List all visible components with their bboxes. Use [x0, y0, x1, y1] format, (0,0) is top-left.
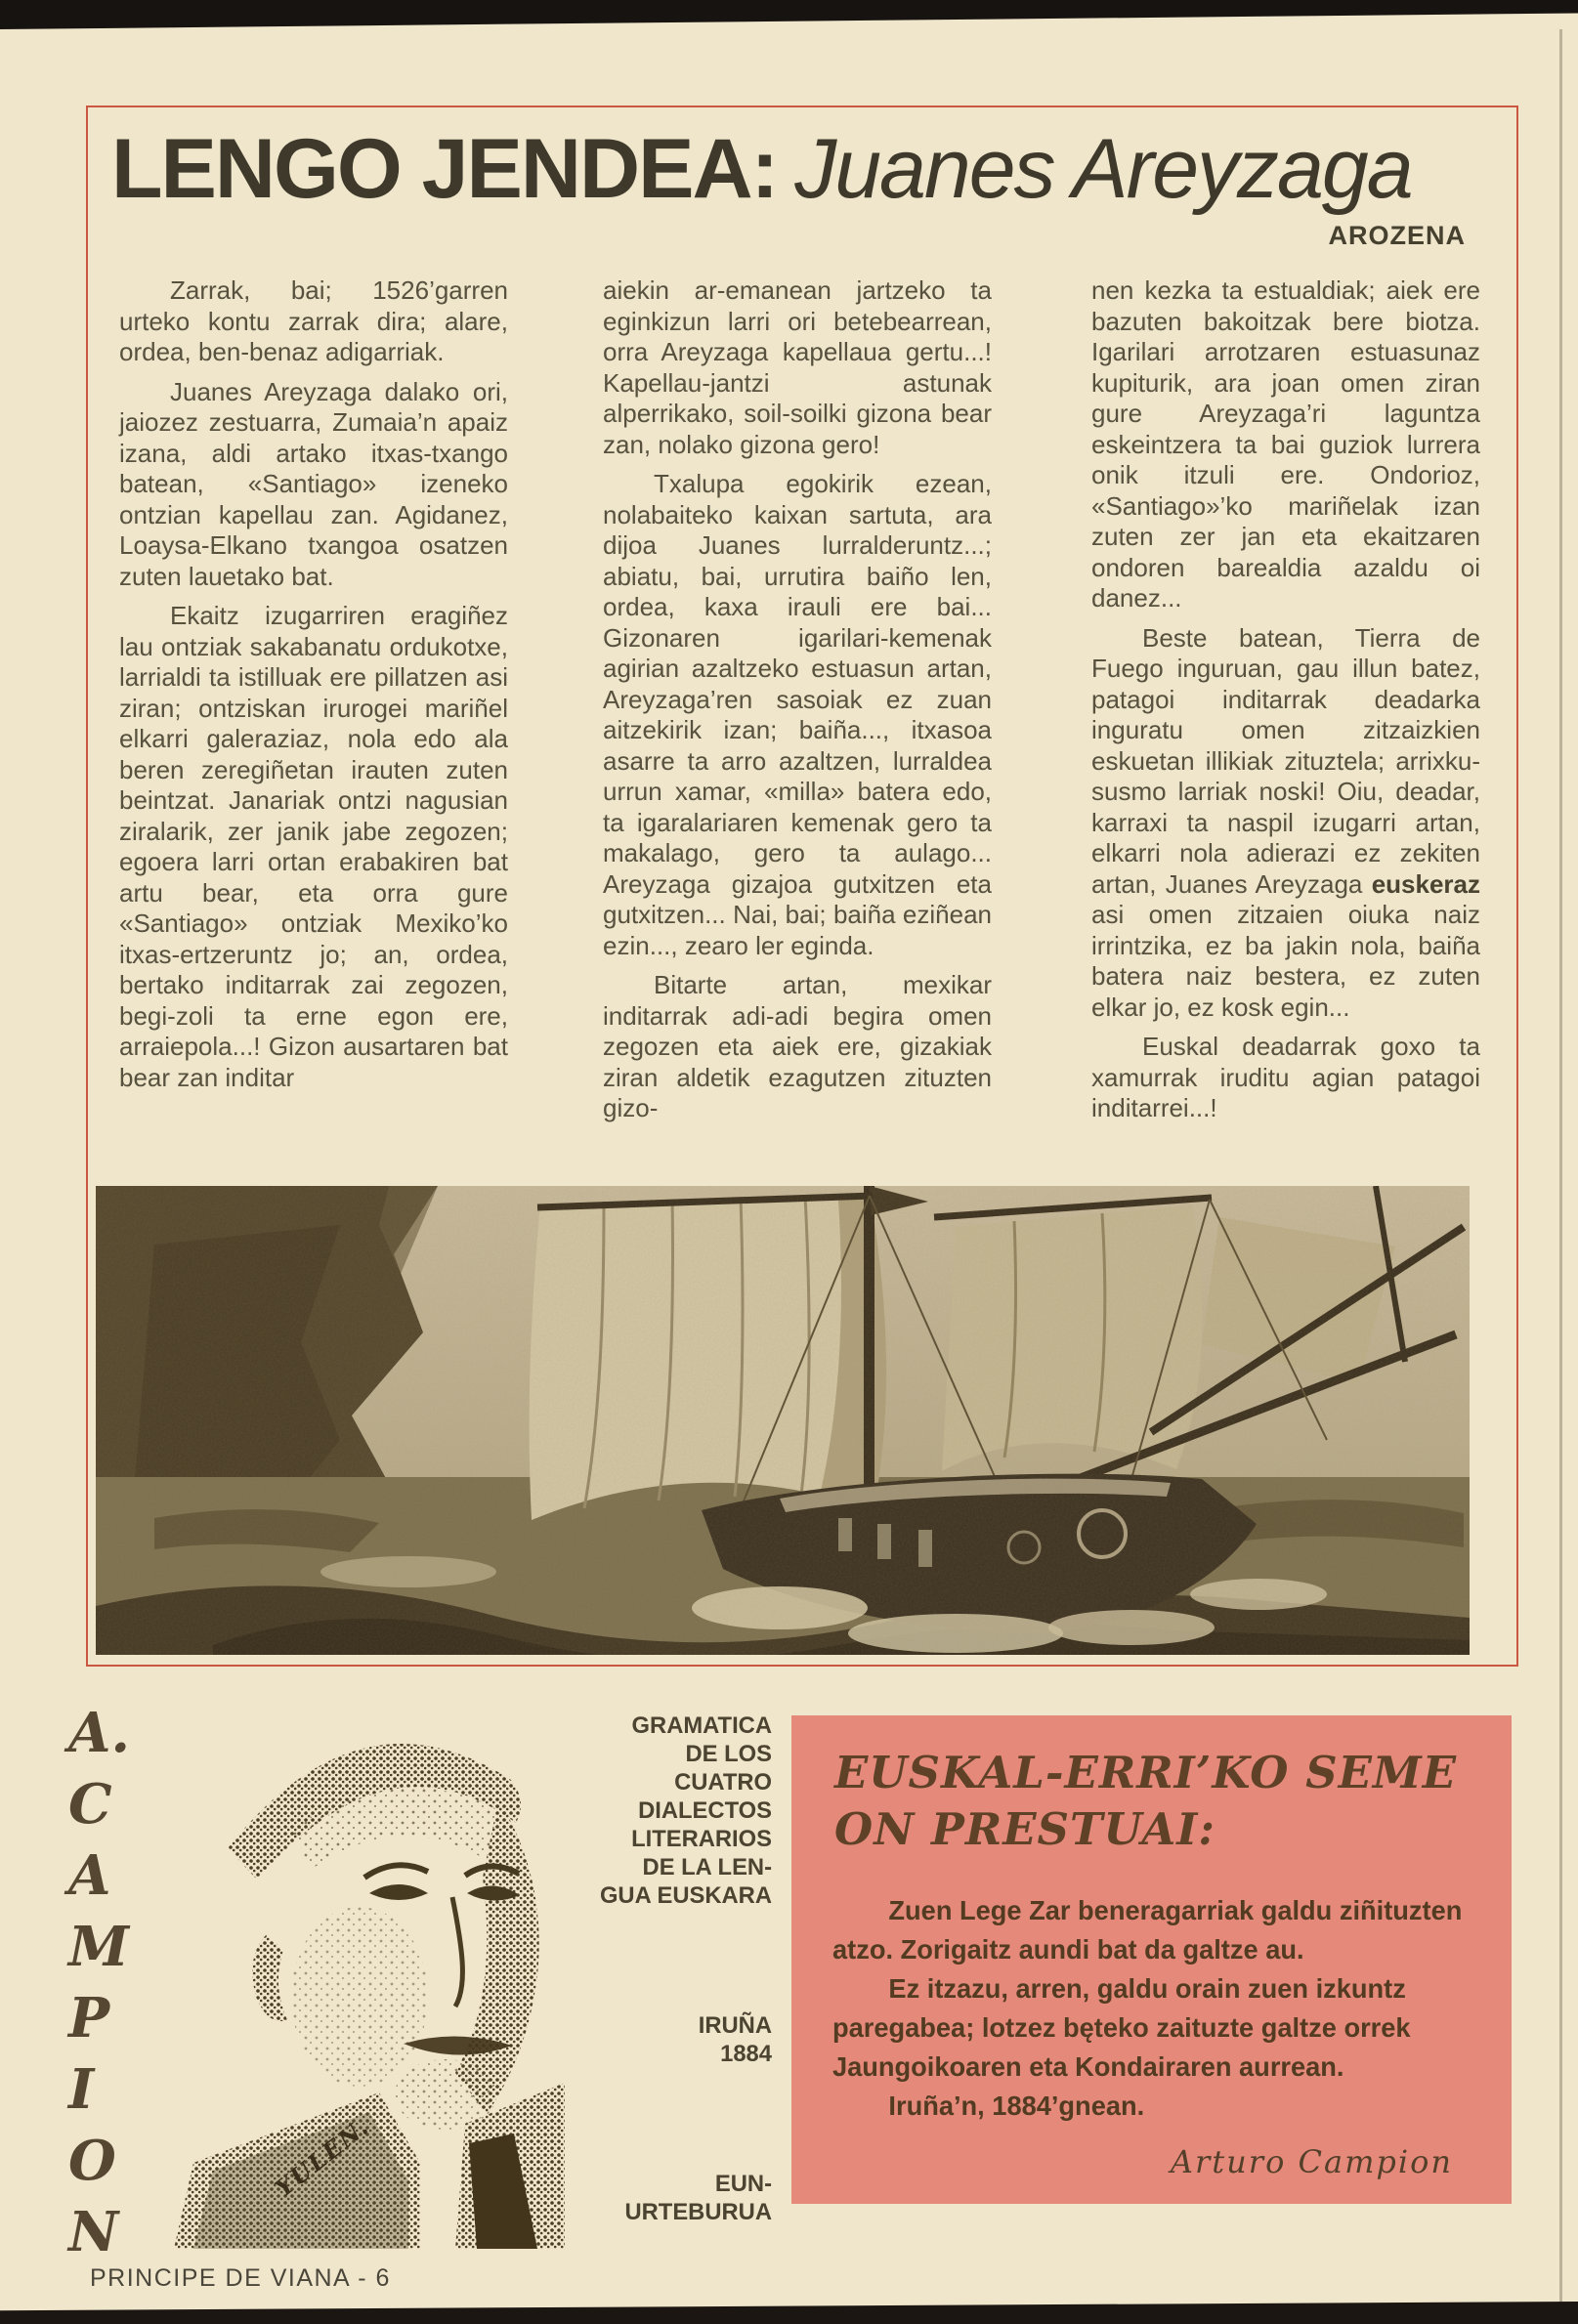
- paragraph: Zarrak, bai; 1526’garren urteko kontu zarrak dira; alare, ordea, ben-benaz adigarriak.: [119, 275, 508, 366]
- paragraph: Txalupa egokirik ezean, nolabaiteko kaixan sartuta, ara dijoa Juanes lurralderuntz...; abiatu, bai, urrutira baiño len, ordea, kaxa irauli ere bai... Gizonaren igarilari-kemenak agirian azaltzeko estuasun artan, Areyzaga’ren sasoiak ez zuan aitzekirik izan; baiña..., itxasoa asarre ta arro azaltzen, lurraldea urrun xamar, «milla» batera edo, ta igaralariaren kemenak gero ta makalago, gero ta aulago... Areyzaga gizajoa gutxitzen eta gutxitzen... Nai, bai; baiña eziñean ezin..., zearo ler eginda.: [603, 469, 992, 960]
- book-title-block: [550, 1711, 772, 2226]
- paragraph: Bitarte artan, mexikar inditarrak adi-adi begira omen zegozen eta aiek ere, gizakiak ziran aldetik ezagutzen zituzten gizo-: [603, 970, 992, 1122]
- quote-heading: EUSKAL-ERRI’KO SEME ON PRESTUAI:: [834, 1747, 1458, 1855]
- portrait-illustration: [174, 1702, 565, 2249]
- campion-stipple-portrait: [174, 1702, 565, 2249]
- paragraph: Juanes Areyzaga dalako ori, jaiozez zestuarra, Zumaia’n apaiz izana, aldi artako itxas-txango batean, «Santiago» izeneko ontzian kapellau zan. Agidanez, Loaysa-Elkano txangoa osatzen zuten lauetako bat.: [119, 376, 508, 591]
- face-shading: [252, 1799, 538, 2130]
- book-title-line: DE LOS: [685, 1741, 772, 1767]
- book-title-line: LITERARIOS: [631, 1826, 772, 1852]
- galleon-storm-photo: [96, 1186, 1470, 1655]
- quote-dateline: Iruña’n, 1884’gnean.: [888, 2091, 1145, 2121]
- shoulders: [174, 2083, 565, 2249]
- page-title: [111, 121, 1479, 218]
- centenary-line: URTEBURUA: [624, 2199, 772, 2225]
- hair: [228, 1744, 521, 1880]
- paragraph: nen kezka ta estualdiak; aiek ere bazuten bakoitzak bere biotza. Igarilari arrotzaren estuasunaz kupiturik, ara joan omen ziran gure Areyzaga’ri laguntza eskeintzera ta bai guziok lurrera onik itzuli ere. Ondorioz, «Santiago»’ko mariñelak izan zuten zer jan eta ekaitzaren ondoren barealdia azaldu oi danez...: [1091, 275, 1480, 613]
- galleon-illustration: [96, 1186, 1470, 1655]
- title-main: LENGO JENDEA:: [111, 122, 778, 216]
- article-column-2: [603, 275, 992, 1133]
- book-title-line: GUA EUSKARA: [599, 1882, 772, 1909]
- page-edge-line: [1559, 29, 1562, 2305]
- paragraph: Beste batean, Tierra de Fuego inguruan, gau illun batez, patagoi inditarrak deadarka inguratu omen zitzaizkien eskuetan illikiak zituztela; arrixku-susmo larriak noski! Oiu, deadar, karraxi ta naspil izugarri artan, elkarri nola adierazi ez zekiten artan, Juanes Areyzaga euskeraz asi omen zitzaien oiuka naiz irrintzika, ez ba jakin nola, baiña batera naiz bestera, ez zuten elkar jo, ez kosk egin...: [1091, 622, 1480, 1022]
- article-column-3: [1091, 275, 1480, 1133]
- article-column-1: [119, 275, 508, 1102]
- portrait-artist-signature: YULEN.: [269, 2111, 375, 2203]
- emphasis-word: euskeraz: [1371, 868, 1480, 899]
- quote-body: [832, 1891, 1468, 2126]
- quote-box: [791, 1715, 1512, 2204]
- centenary-line: EUN-: [714, 2171, 772, 2197]
- byline: AROZENA: [1328, 221, 1466, 250]
- author-vertical-name: A. C A M P I O N: [68, 1701, 130, 2264]
- paragraph: Euskal deadarrak goxo ta xamurrak iruditu agian patagoi inditarrei...!: [1091, 1032, 1480, 1122]
- article-frame: [86, 106, 1518, 1667]
- title-subject: Juanes Areyzaga: [794, 122, 1412, 216]
- book-year: 1884: [720, 2041, 772, 2067]
- book-place: IRUÑA: [698, 2012, 772, 2039]
- book-title-line: CUATRO: [674, 1769, 772, 1796]
- scan-bottom-edge: [0, 2302, 1578, 2324]
- quote-paragraph: Ez itzazu, arren, galdu orain zuen izkuntz paregabea; lotzez bęteko zaituzte galtze orrek Jaungoikoaren eta Kondairaren aurrean.: [832, 1973, 1411, 2082]
- paragraph: Ekaitz izugarriren eragiñez lau ontziak sakabanatu ordukotxe, larrialdi ta istilluak ere pillatzen asi ziran; ontziskan irurogei mariñel elkarri galeraziaz, nola edo ala beren zeregiñetan irauten zuten beintzat. Janariak ontzi nagusian ziralarik, zer janik jabe zegozen; egoera larri ortan erabakiren bat artu bear, eta orra gure «Santiago» ontziak Mexiko’ko itxas-ertzeruntz jo; an, ordea, bertako inditarrak zai zegozen, begi-zoli ta erne egon ere, arraiepola...! Gizon ausartaren bat bear zan inditar: [119, 601, 508, 1092]
- quote-signature: Arturo Campion: [1170, 2143, 1453, 2180]
- book-title-line: DE LA LEN-: [642, 1854, 772, 1880]
- page-footer: PRINCIPE DE VIANA - 6: [90, 2264, 391, 2292]
- book-title-line: GRAMATICA: [631, 1712, 772, 1739]
- paragraph: aiekin ar-emanean jartzeko ta eginkizun larri ori betebearrean, orra Areyzaga kapellaua gertu...! Kapellau-jantzi astunak alperrikako, soil-soilki gizona bear zan, nolako gizona gero!: [603, 275, 992, 459]
- quote-paragraph: Zuen Lege Zar beneragarriak galdu ziñituzten atzo. Zorigaitz aundi bat da galtze au.: [832, 1895, 1463, 1965]
- scan-top-edge: [0, 0, 1578, 29]
- book-title-line: DIALECTOS: [638, 1797, 772, 1824]
